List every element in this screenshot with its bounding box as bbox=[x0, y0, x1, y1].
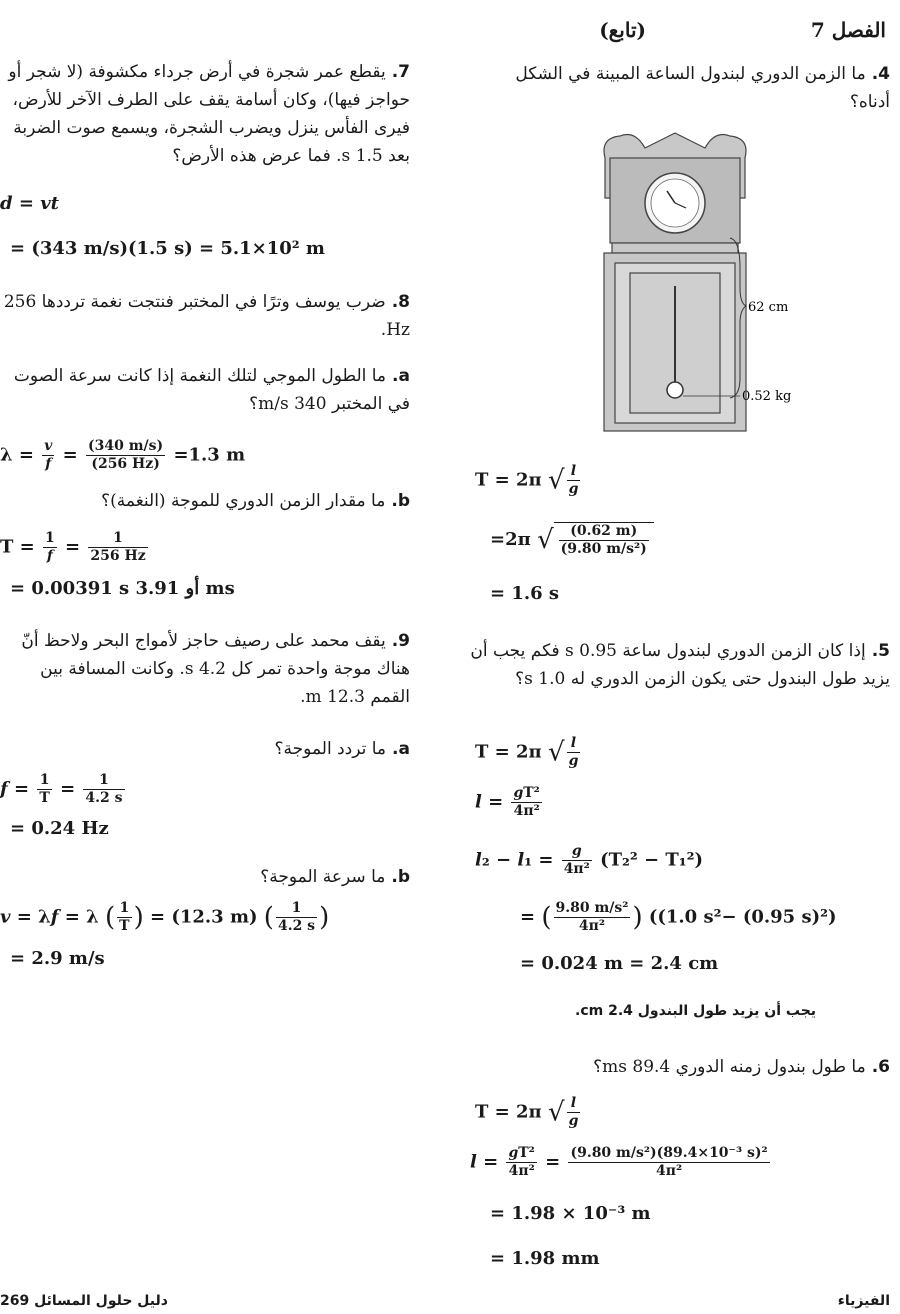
q5-eq-5: = 0.024 m = 2.4 cm bbox=[520, 953, 719, 974]
q8a-eq: λ = $\frac{v}{f}$ = $\frac{(340 m/s)}{(256 Hz)}$ =1.3 m bbox=[0, 438, 246, 472]
q4-eq-2: =2π √ $\frac{(0.62 m)}{\text{(9.80 m/s²)}}$ bbox=[490, 522, 654, 558]
q8b-eq-2: = 0.00391 s أو 3.91 ms bbox=[10, 578, 235, 599]
footer-left: دليل حلول المسائل 269 bbox=[0, 1293, 168, 1309]
chapter-title: الفصل 7 bbox=[810, 18, 886, 42]
question-9a: a.ما تردد الموجة؟ bbox=[274, 739, 410, 759]
q4-eq-3: = 1.6 s bbox=[490, 583, 560, 604]
question-9b: b.ما سرعة الموجة؟ bbox=[260, 867, 410, 887]
question-7: 7.يقطع عمر شجرة في أرض جرداء مكشوفة (لا شجر أو حواجز فيها)، وكان أسامة يقف على الطرف الآخر للأرض، فيرى الفأس ينزل ويضرب الشجرة، ويسمع صوت الضربة بعد 1.5 s. فما عرض هذه الأرض؟ bbox=[8, 62, 410, 166]
q9b-eq-2: = 2.9 m/s bbox=[10, 948, 105, 969]
q5-eq-4: = ( $\frac{\text{9.80 m/s²}}{\text{4π²}}$ ) ((1.0 s²− (0.95 s)²) bbox=[520, 900, 837, 934]
mass-label: 0.52 kg bbox=[742, 389, 792, 404]
q9a-eq-2: = 0.24 Hz bbox=[10, 818, 109, 839]
q7-eq-1: d = vt bbox=[0, 193, 59, 214]
q6-eq-3: = 1.98 × 10⁻³ m bbox=[490, 1203, 651, 1224]
q6-eq-2: l = $\frac{\text{gT²}}{\text{4π²}}$ = $\frac{\text{(9.80 m/s²)(89.4×10⁻³ s)²}}{\text{4π²}}$ bbox=[470, 1145, 768, 1179]
footer-right: الفيزياء bbox=[837, 1293, 890, 1309]
q5-eq-3: l₂ − l₁ = $\frac{g}{\text{4π²}}$ (T₂² − T₁²) bbox=[475, 843, 704, 877]
length-label: 62 cm bbox=[748, 300, 789, 315]
question-4: 4.ما الزمن الدوري لبندول الساعة المبينة في الشكل أدناه؟ bbox=[515, 64, 890, 112]
question-5: 5.إذا كان الزمن الدوري لبندول ساعة 0.95 s فكم يجب أن يزيد طول البندول حتى يكون الزمن الدوري له 1.0 s؟ bbox=[470, 641, 890, 689]
q6-eq-1: T = 2π √ $\frac{l}{g}$ bbox=[475, 1095, 579, 1129]
q9b-eq-1: v = λf = λ ( $\frac{1}{T}$ ) = (12.3 m) ( $\frac{1}{4.2 s}$ ) bbox=[0, 900, 330, 934]
q5-note: يجب أن يزيد طول البندول 2.4 cm. bbox=[575, 1003, 817, 1019]
continued-label: (تابع) bbox=[599, 18, 646, 42]
q7-eq-2: = (343 m/s)(1.5 s) = 5.1×10² m bbox=[10, 238, 325, 259]
pendulum-clock-figure bbox=[590, 128, 792, 433]
q5-eq-2: l = $\frac{\text{gT²}}{\text{4π²}}$ bbox=[475, 785, 540, 819]
question-8a: a.ما الطول الموجي لتلك النغمة إذا كانت سرعة الصوت في المختبر 340 m/s؟ bbox=[13, 366, 410, 414]
question-6: 6.ما طول بندول زمنه الدوري 89.4 ms؟ bbox=[593, 1057, 890, 1077]
q4-eq-1: T = 2π √ $\frac{l}{g}$ bbox=[475, 463, 579, 497]
q8b-eq-1: T = $\frac{1}{f}$ = $\frac{1}{256 Hz}$ bbox=[0, 530, 146, 564]
q5-eq-1: T = 2π √ $\frac{l}{g}$ bbox=[475, 735, 579, 769]
question-8: 8.ضرب يوسف وترًا في المختبر فنتجت نغمة ترددها 256 Hz. bbox=[3, 292, 410, 340]
q6-eq-4: = 1.98 mm bbox=[490, 1248, 600, 1269]
question-9: 9.يقف محمد على رصيف حاجز لأمواج البحر ولاحظ أنّ هناك موجة واحدة تمر كل 4.2 s. وكانت المسافة بين القمم 12.3 m. bbox=[21, 631, 410, 707]
q9a-eq-1: f = $\frac{1}{T}$ = $\frac{1}{4.2 s}$ bbox=[0, 772, 123, 806]
question-8b: b.ما مقدار الزمن الدوري للموجة (النغمة)؟ bbox=[101, 491, 410, 511]
page-header bbox=[599, 18, 886, 42]
